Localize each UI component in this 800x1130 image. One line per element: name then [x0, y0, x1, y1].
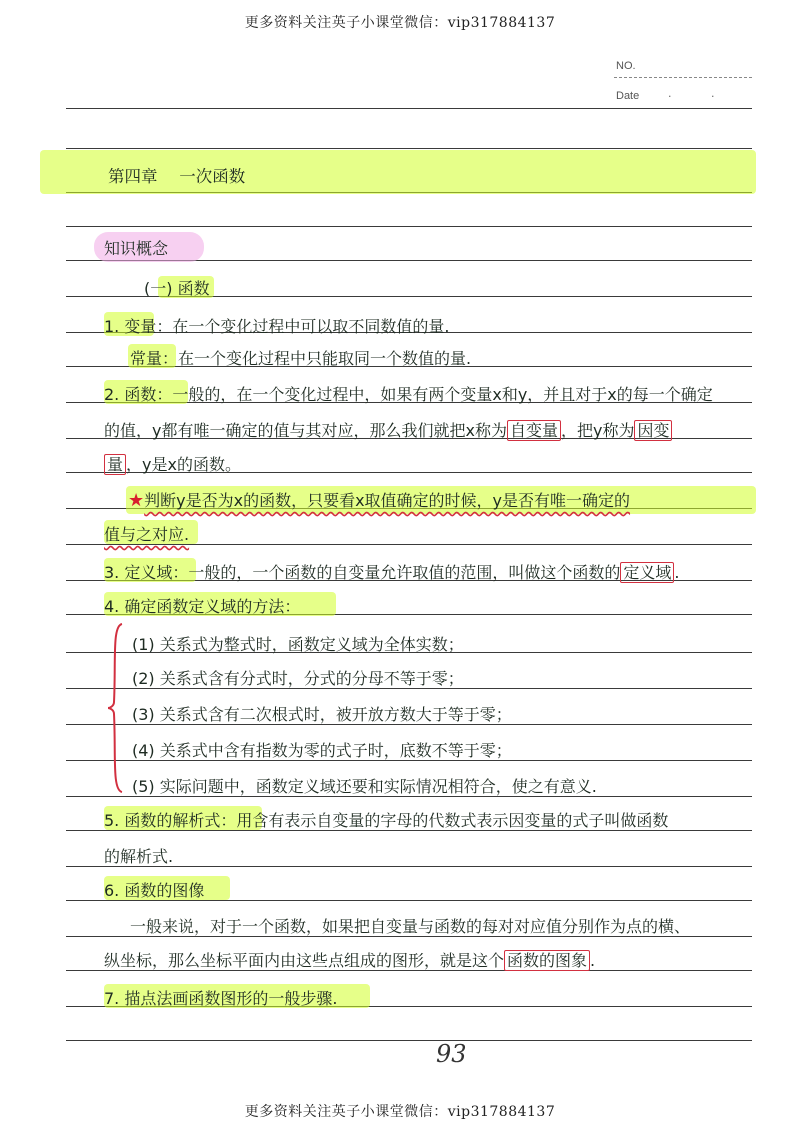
line-expression-2: 的解析式. — [104, 847, 174, 866]
text-segment: 纵坐标，那么坐标平面内由这些点组成的图形，就是这个 — [104, 951, 505, 970]
line-graph-def-2 — [104, 948, 595, 971]
method-1: (1) 关系式为整式时，函数定义域为全体实数； — [132, 635, 464, 654]
text-segment: . — [674, 563, 680, 582]
box-graph: 函数的图象 — [504, 950, 590, 971]
ruled-line — [66, 1040, 752, 1041]
ruled-line — [66, 226, 752, 227]
watermark-top: 更多资料关注英子小课堂微信：vip317884137 — [244, 15, 556, 31]
ruled-line — [66, 148, 752, 149]
no-line — [614, 77, 752, 78]
line-judge — [128, 488, 630, 511]
date-label: Date — [616, 90, 640, 102]
line-expression: 5. 函数的解析式：用含有表示自变量的字母的代数式表示因变量的式子叫做函数 — [104, 811, 669, 830]
watermark-bottom: 更多资料关注英子小课堂微信：vip317884137 — [244, 1104, 556, 1120]
text-segment: ，y是x的函数。 — [126, 455, 241, 474]
text-segment: . — [590, 951, 596, 970]
box-dependent: 因变 — [634, 420, 672, 441]
section-heading: 知识概念 — [104, 239, 169, 258]
text-segment: 3. 定义域：一般的，一个函数的自变量允许取值的范围，叫做这个函数的 — [104, 563, 621, 582]
line-methods-heading: 4. 确定函数定义域的方法： — [104, 597, 301, 616]
line-variable: 1. 变量：在一个变化过程中可以取不同数值的量. — [104, 317, 450, 336]
line-steps-heading: 7. 描点法画函数图形的一般步骤. — [104, 989, 338, 1008]
line-constant: 常量：在一个变化过程中只能取同一个数值的量. — [130, 349, 472, 368]
line-judge-2 — [104, 522, 189, 545]
line-function-def: 2. 函数：一般的，在一个变化过程中，如果有两个变量x和y，并且对于x的每一个确定 — [104, 385, 713, 404]
subsection-heading: (一) 函数 — [144, 279, 210, 298]
star-icon: ★ — [128, 490, 145, 511]
method-2: (2) 关系式含有分式时，分式的分母不等于零； — [132, 669, 464, 688]
line-graph-heading: 6. 函数的图像 — [104, 881, 205, 900]
ruled-line — [66, 108, 752, 109]
no-label: NO. — [616, 60, 636, 72]
method-3: (3) 关系式含有二次根式时，被开放方数大于等于零； — [132, 705, 512, 724]
box-domain: 定义域 — [620, 562, 674, 583]
box-independent: 自变量 — [507, 420, 561, 441]
text-segment: ，把y称为 — [560, 421, 635, 440]
chapter-title: 第四章 一次函数 — [108, 167, 246, 186]
text-segment: 的值，y都有唯一确定的值与其对应，那么我们就把x称为 — [104, 421, 507, 440]
method-4: (4) 关系式中含有指数为零的式子时，底数不等于零； — [132, 741, 512, 760]
judge-text: 判断y是否为x的函数，只要看x取值确定的时候，y是否有唯一确定的 — [144, 491, 631, 510]
page-number: 93 — [436, 1040, 467, 1068]
line-function-def-2 — [104, 418, 672, 441]
brace-icon — [108, 622, 124, 794]
line-graph-def: 一般来说，对于一个函数，如果把自变量与函数的每对对应值分别作为点的横、 — [130, 917, 691, 936]
box-dependent-end: 量 — [104, 454, 126, 475]
line-function-def-3 — [104, 452, 241, 475]
date-dots: · · — [668, 90, 733, 103]
line-domain — [104, 560, 679, 583]
method-5: (5) 实际问题中，函数定义域还要和实际情况相符合，使之有意义. — [132, 777, 597, 796]
judge-text-2: 值与之对应. — [104, 525, 190, 544]
